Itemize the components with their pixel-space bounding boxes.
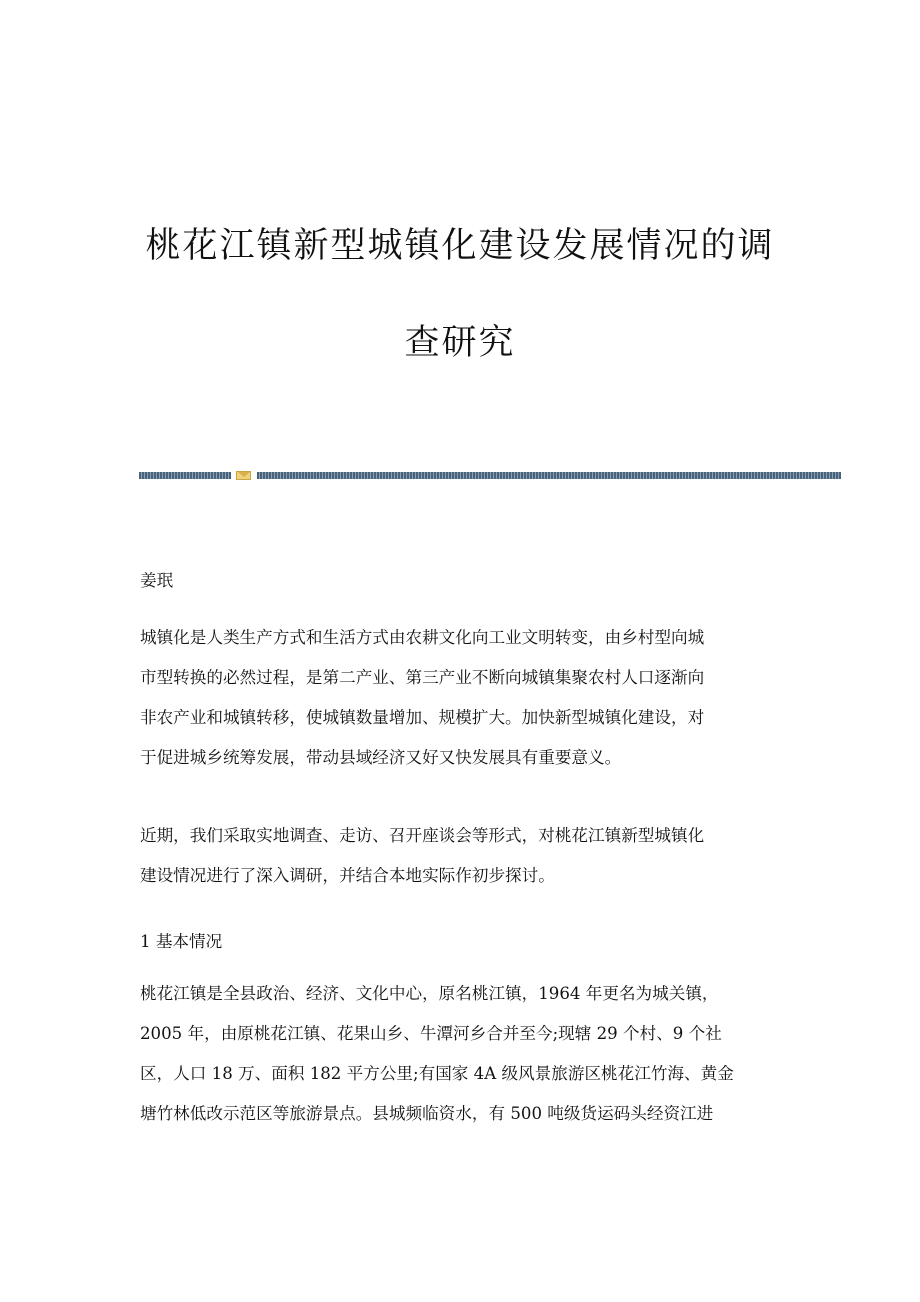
paragraph-line: 非农产业和城镇转移，使城镇数量增加、规模扩大。加快新型城镇化建设，对 [140,708,705,727]
paragraph-line: 建设情况进行了深入调研，并结合本地实际作初步探讨。 [140,866,555,885]
document-title-line-1: 桃花江镇新型城镇化建设发展情况的调 [145,226,775,266]
paragraph-line: 塘竹林低改示范区等旅游景点。县城频临资水，有 500 吨级货运码头经资江进 [140,1104,714,1123]
paragraph-line: 2005 年，由原桃花江镇、花果山乡、牛潭河乡合并至今;现辖 29 个村、9 个社 [140,1024,722,1043]
paragraph-basic-info [140,974,785,1134]
divider-bar-left [139,472,231,479]
paragraph-line: 城镇化是人类生产方式和生活方式由农耕文化向工业文明转变，由乡村型向城 [140,628,705,647]
paragraph-line: 区，人口 18 万、面积 182 平方公里;有国家 4A 级风景旅游区桃花江竹海、黄金 [140,1064,734,1083]
paragraph-line: 市型转换的必然过程，是第二产业、第三产业不断向城镇集聚农村人口逐渐向 [140,668,705,687]
divider-bar-right [257,472,841,479]
paragraph-line: 于促进城乡统筹发展，带动县域经济又好又快发展具有重要意义。 [140,748,622,767]
section-heading: 1 基本情况 [140,932,223,951]
author-name: 姜珉 [140,571,174,590]
envelope-icon [236,471,251,480]
paragraph-intro [140,618,785,778]
paragraph-method [140,816,785,896]
title-divider [139,471,841,480]
paragraph-line: 近期，我们采取实地调查、走访、召开座谈会等形式，对桃花江镇新型城镇化 [140,826,705,845]
document-title-line-2: 查研究 [404,323,516,363]
paragraph-line: 桃花江镇是全县政治、经济、文化中心，原名桃江镇，1964 年更名为城关镇， [140,984,719,1003]
